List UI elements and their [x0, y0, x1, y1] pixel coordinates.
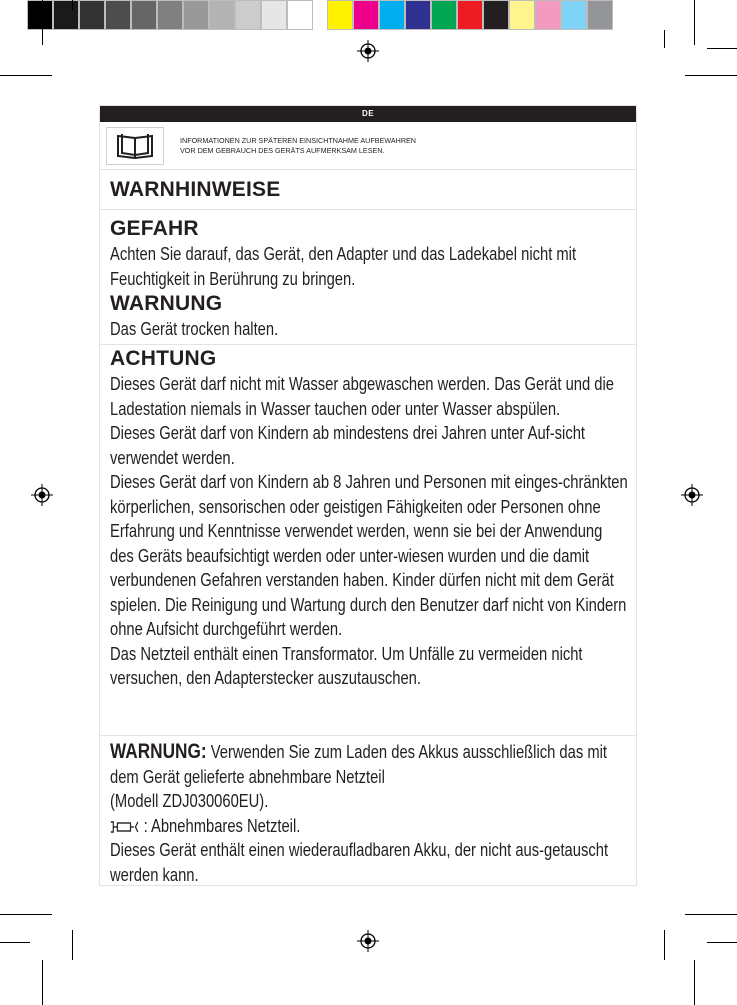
color-swatch	[353, 0, 379, 30]
color-calibration-bar	[27, 0, 613, 30]
language-bar: DE	[100, 106, 636, 122]
book-icon-box	[106, 127, 164, 165]
crop-mark	[72, 0, 73, 10]
color-swatch	[79, 0, 105, 30]
color-swatch	[509, 0, 535, 30]
color-swatch	[209, 0, 235, 30]
registration-mark-icon	[31, 484, 53, 506]
info-text	[180, 136, 416, 155]
color-swatch	[561, 0, 587, 30]
swatch-gap	[313, 0, 327, 30]
info-row	[100, 122, 636, 170]
adapter-warning-body: Verwenden Sie zum Laden des Akkus ausschließlich das mit dem Gerät gelieferte abnehmbare Netzteil	[110, 742, 607, 787]
crop-mark	[0, 942, 30, 943]
crop-mark	[42, 960, 43, 1005]
info-line-1: INFORMATIONEN ZUR SPÄTEREN EINSICHTNAHME AUFBEWAHREN	[180, 136, 417, 145]
color-swatch	[483, 0, 509, 30]
color-swatch	[27, 0, 53, 30]
color-swatch	[157, 0, 183, 30]
adapter-warning-heading: WARNUNG:	[110, 740, 207, 763]
adapter-symbol-line	[110, 814, 628, 839]
crop-mark	[685, 914, 737, 915]
color-swatch	[235, 0, 261, 30]
color-swatch	[431, 0, 457, 30]
open-book-icon	[115, 132, 155, 160]
registration-mark-icon	[357, 40, 379, 62]
registration-mark-icon	[357, 930, 379, 952]
adapter-symbol-text: : Abnehmbares Netzteil.	[139, 815, 301, 836]
adapter-warning-section	[100, 736, 636, 887]
warning-heading: WARNUNG	[110, 292, 223, 315]
caution-paragraph-3: Dieses Gerät darf von Kindern ab 8 Jahren und Personen mit einges-chränkten körperlichen, sensorischen oder geistigen Fähigkeiten oder Personen ohne Erfahrung und Kenntnisse verwendet werden, wenn sie bei der Anwendung des Geräts beaufsichtigt werden oder unter-wiesen wurden und die damit verbundenen Gefahren verstanden haben. Kinder dürfen nicht mit dem Gerät spielen. Die Reinigung und Wartung durch den Benutzer darf nicht von Kindern ohne Aufsicht durchgeführt werden.	[110, 472, 628, 639]
danger-text: Achten Sie darauf, das Gerät, den Adapter und das Ladekabel nicht mit Feuchtigkeit in Berührung zu bringen.	[110, 244, 577, 289]
color-swatch	[105, 0, 131, 30]
danger-heading: GEFAHR	[110, 217, 199, 240]
adapter-model: (Modell ZDJ030060EU).	[110, 791, 269, 811]
color-swatch	[53, 0, 79, 30]
warnings-title: WARNHINWEISE	[110, 177, 281, 201]
caution-heading: ACHTUNG	[110, 347, 217, 370]
detachable-supply-unit-icon	[110, 820, 140, 834]
crop-mark	[0, 914, 52, 915]
crop-mark	[707, 48, 737, 49]
color-swatch	[405, 0, 431, 30]
color-swatch	[587, 0, 613, 30]
crop-mark	[694, 960, 695, 1005]
crop-mark	[42, 0, 43, 45]
crop-mark	[685, 75, 737, 76]
color-swatch	[183, 0, 209, 30]
info-line-2: VOR DEM GEBRAUCH DES GERÄTS AUFMERKSAM LESEN.	[180, 145, 385, 155]
color-swatch	[535, 0, 561, 30]
color-swatch	[131, 0, 157, 30]
adapter-warning-text	[110, 740, 628, 789]
danger-section	[100, 210, 636, 345]
color-swatch	[261, 0, 287, 30]
warning-text: Das Gerät trocken halten.	[110, 319, 279, 339]
crop-mark	[0, 75, 52, 76]
warnings-title-section	[100, 170, 636, 210]
color-swatch	[457, 0, 483, 30]
registration-mark-icon	[681, 484, 703, 506]
crop-mark	[707, 942, 737, 943]
battery-text: Dieses Gerät enthält einen wiederaufladbaren Akku, der nicht aus-getauscht werden kann.	[110, 840, 609, 885]
crop-mark	[664, 930, 665, 960]
manual-page	[99, 105, 637, 886]
caution-section	[100, 345, 636, 736]
color-swatch	[379, 0, 405, 30]
color-swatch	[327, 0, 353, 30]
caution-paragraph-4: Das Netzteil enthält einen Transformator. Um Unfälle zu vermeiden nicht versuchen, den Adapterstecker auszutauschen.	[110, 643, 583, 688]
crop-mark	[694, 0, 695, 45]
caution-paragraph-1: Dieses Gerät darf nicht mit Wasser abgewaschen werden. Das Gerät und die Ladestation niemals in Wasser tauchen oder unter Wasser abspülen.	[110, 374, 614, 419]
crop-mark	[72, 930, 73, 960]
color-swatch	[287, 0, 313, 30]
crop-mark	[664, 30, 665, 48]
caution-paragraph-2: Dieses Gerät darf von Kindern ab mindestens drei Jahren unter Auf-sicht verwendet werden.	[110, 423, 586, 468]
